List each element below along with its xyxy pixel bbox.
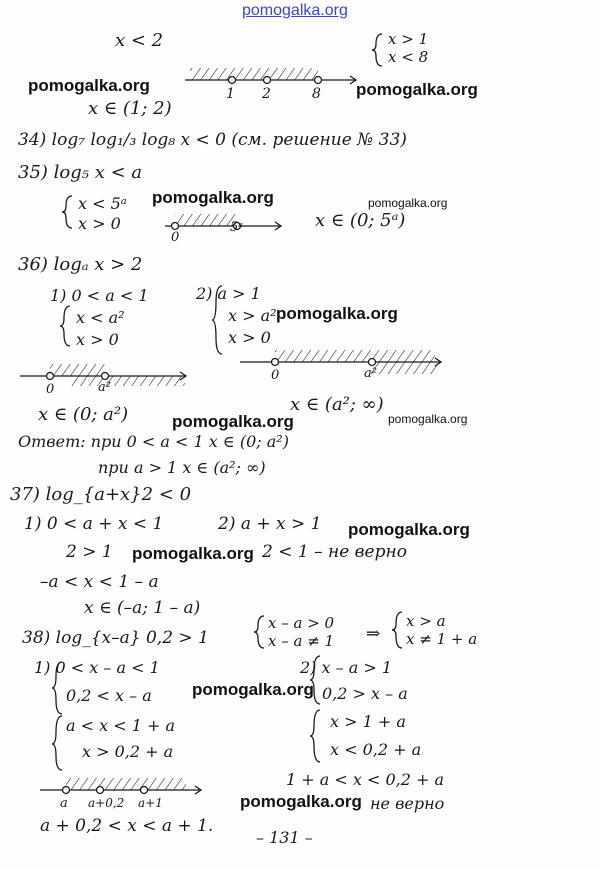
tick-8: 8	[312, 86, 321, 102]
case-38-2-a: 2) x – a > 1	[300, 658, 392, 677]
line-x-lt-a2: x < a²	[76, 308, 125, 327]
line-38-range-2: 1 + a < x < 0,2 + a	[286, 770, 445, 789]
site-header-watermark: pomogalka.org	[242, 2, 348, 19]
not-true-38: не верно	[370, 794, 445, 813]
line-2-lt-1: 2 < 1 – не верно	[262, 542, 407, 562]
case-36-1: 1) 0 < a < 1	[50, 286, 149, 305]
case-38-2-c: x > 1 + a	[330, 712, 406, 731]
watermark: pomogalka.org	[368, 196, 448, 210]
system-brace-36-1	[60, 306, 70, 346]
line-37-range: –a < x < 1 – a	[40, 572, 159, 592]
tick-a: a	[60, 796, 68, 811]
tick-a2-b: a²	[364, 366, 377, 381]
watermark: pomogalka.org	[240, 792, 362, 811]
tick-5a: 5ᵃ	[230, 220, 244, 235]
watermark: pomogalka.org	[356, 80, 478, 99]
page-number: – 131 –	[256, 828, 313, 847]
system-brace-38-result	[392, 612, 402, 648]
task-35: 35) log₅ x < a	[18, 162, 143, 183]
case-38-1-c: a < x < 1 + a	[66, 716, 176, 735]
case-38-1-b: 0,2 < x – a	[66, 686, 152, 705]
system-brace-1	[372, 34, 382, 66]
answer-38: a + 0,2 < x < a + 1.	[40, 816, 214, 836]
system-brace-38-2b	[310, 710, 320, 762]
answer-36-2: x ∈ (a²; ∞)	[290, 394, 384, 415]
watermark: pomogalka.org	[132, 544, 254, 563]
task-38: 38) log_{x–a} 0,2 > 1	[22, 628, 209, 648]
tick-0: 0	[171, 230, 180, 245]
tick-0-c: 0	[271, 368, 280, 383]
number-line-38	[40, 778, 201, 794]
tick-a-plus-02: a+0,2	[88, 796, 125, 810]
line-x-gt-0-b: x > 0	[76, 330, 119, 349]
watermark: pomogalka.org	[172, 412, 294, 431]
tick-0-b: 0	[46, 382, 55, 397]
line-x-gt-0-c: x > 0	[228, 328, 271, 347]
line-x-gt-1: x > 1	[388, 30, 429, 48]
case-38-1-a: 1) 0 < x – a < 1	[34, 658, 160, 677]
line-x-lt-2: x < 2	[115, 30, 164, 51]
number-line-35	[165, 214, 281, 230]
watermark: pomogalka.org	[152, 188, 274, 207]
watermark: pomogalka.org	[388, 412, 468, 426]
implies-arrow: ⇒	[366, 624, 381, 644]
task-37: 37) log_{a+x}2 < 0	[10, 484, 192, 505]
tick-1: 1	[226, 86, 235, 102]
watermark: pomogalka.org	[348, 520, 470, 539]
cond-38-4: x ≠ 1 + a	[406, 630, 478, 648]
system-brace-38-top	[254, 616, 264, 648]
answer-35: x ∈ (0; 5ᵃ)	[315, 210, 406, 231]
case-37-1: 1) 0 < a + x < 1	[24, 514, 164, 534]
tick-2: 2	[262, 86, 271, 102]
task-34: 34) log₇ log₁/₃ log₈ x < 0 (см. решение № 33)	[18, 130, 407, 150]
tick-a-plus-1: a+1	[138, 796, 163, 810]
answer-36-1: x ∈ (0; a²)	[38, 404, 129, 425]
task-36: 36) logₐ x > 2	[18, 254, 143, 275]
watermark: pomogalka.org	[276, 304, 398, 323]
case-36-2: 2) a > 1	[196, 284, 261, 303]
line-x-gt-0: x > 0	[78, 214, 121, 233]
line-x-lt-8: x < 8	[388, 48, 429, 66]
tick-a2: a²	[98, 380, 111, 395]
case-37-2: 2) a + x > 1	[218, 514, 322, 534]
case-38-2-d: x < 0,2 + a	[330, 740, 422, 759]
line-2-gt-1: 2 > 1	[66, 542, 113, 562]
number-line-1	[185, 68, 356, 84]
cond-38-2: x – a ≠ 1	[268, 632, 335, 650]
answer-36-line2: при a > 1 x ∈ (a²; ∞)	[98, 458, 266, 477]
system-brace-35	[62, 196, 72, 228]
line-x-lt-5a: x < 5ᵃ	[78, 194, 127, 213]
answer-36-line1: Ответ: при 0 < a < 1 x ∈ (0; a²)	[18, 432, 289, 451]
case-38-1-d: x > 0,2 + a	[82, 742, 174, 761]
system-brace-38-1b	[52, 716, 62, 770]
cond-38-1: x – a > 0	[268, 614, 335, 632]
answer-37: x ∈ (–a; 1 – a)	[84, 598, 201, 618]
answer-33: x ∈ (1; 2)	[88, 98, 172, 119]
watermark: pomogalka.org	[192, 680, 314, 699]
line-x-gt-a2: x > a²	[228, 306, 277, 325]
cond-38-3: x > a	[406, 612, 446, 630]
case-38-2-b: 0,2 > x – a	[322, 684, 408, 703]
watermark: pomogalka.org	[28, 76, 150, 95]
